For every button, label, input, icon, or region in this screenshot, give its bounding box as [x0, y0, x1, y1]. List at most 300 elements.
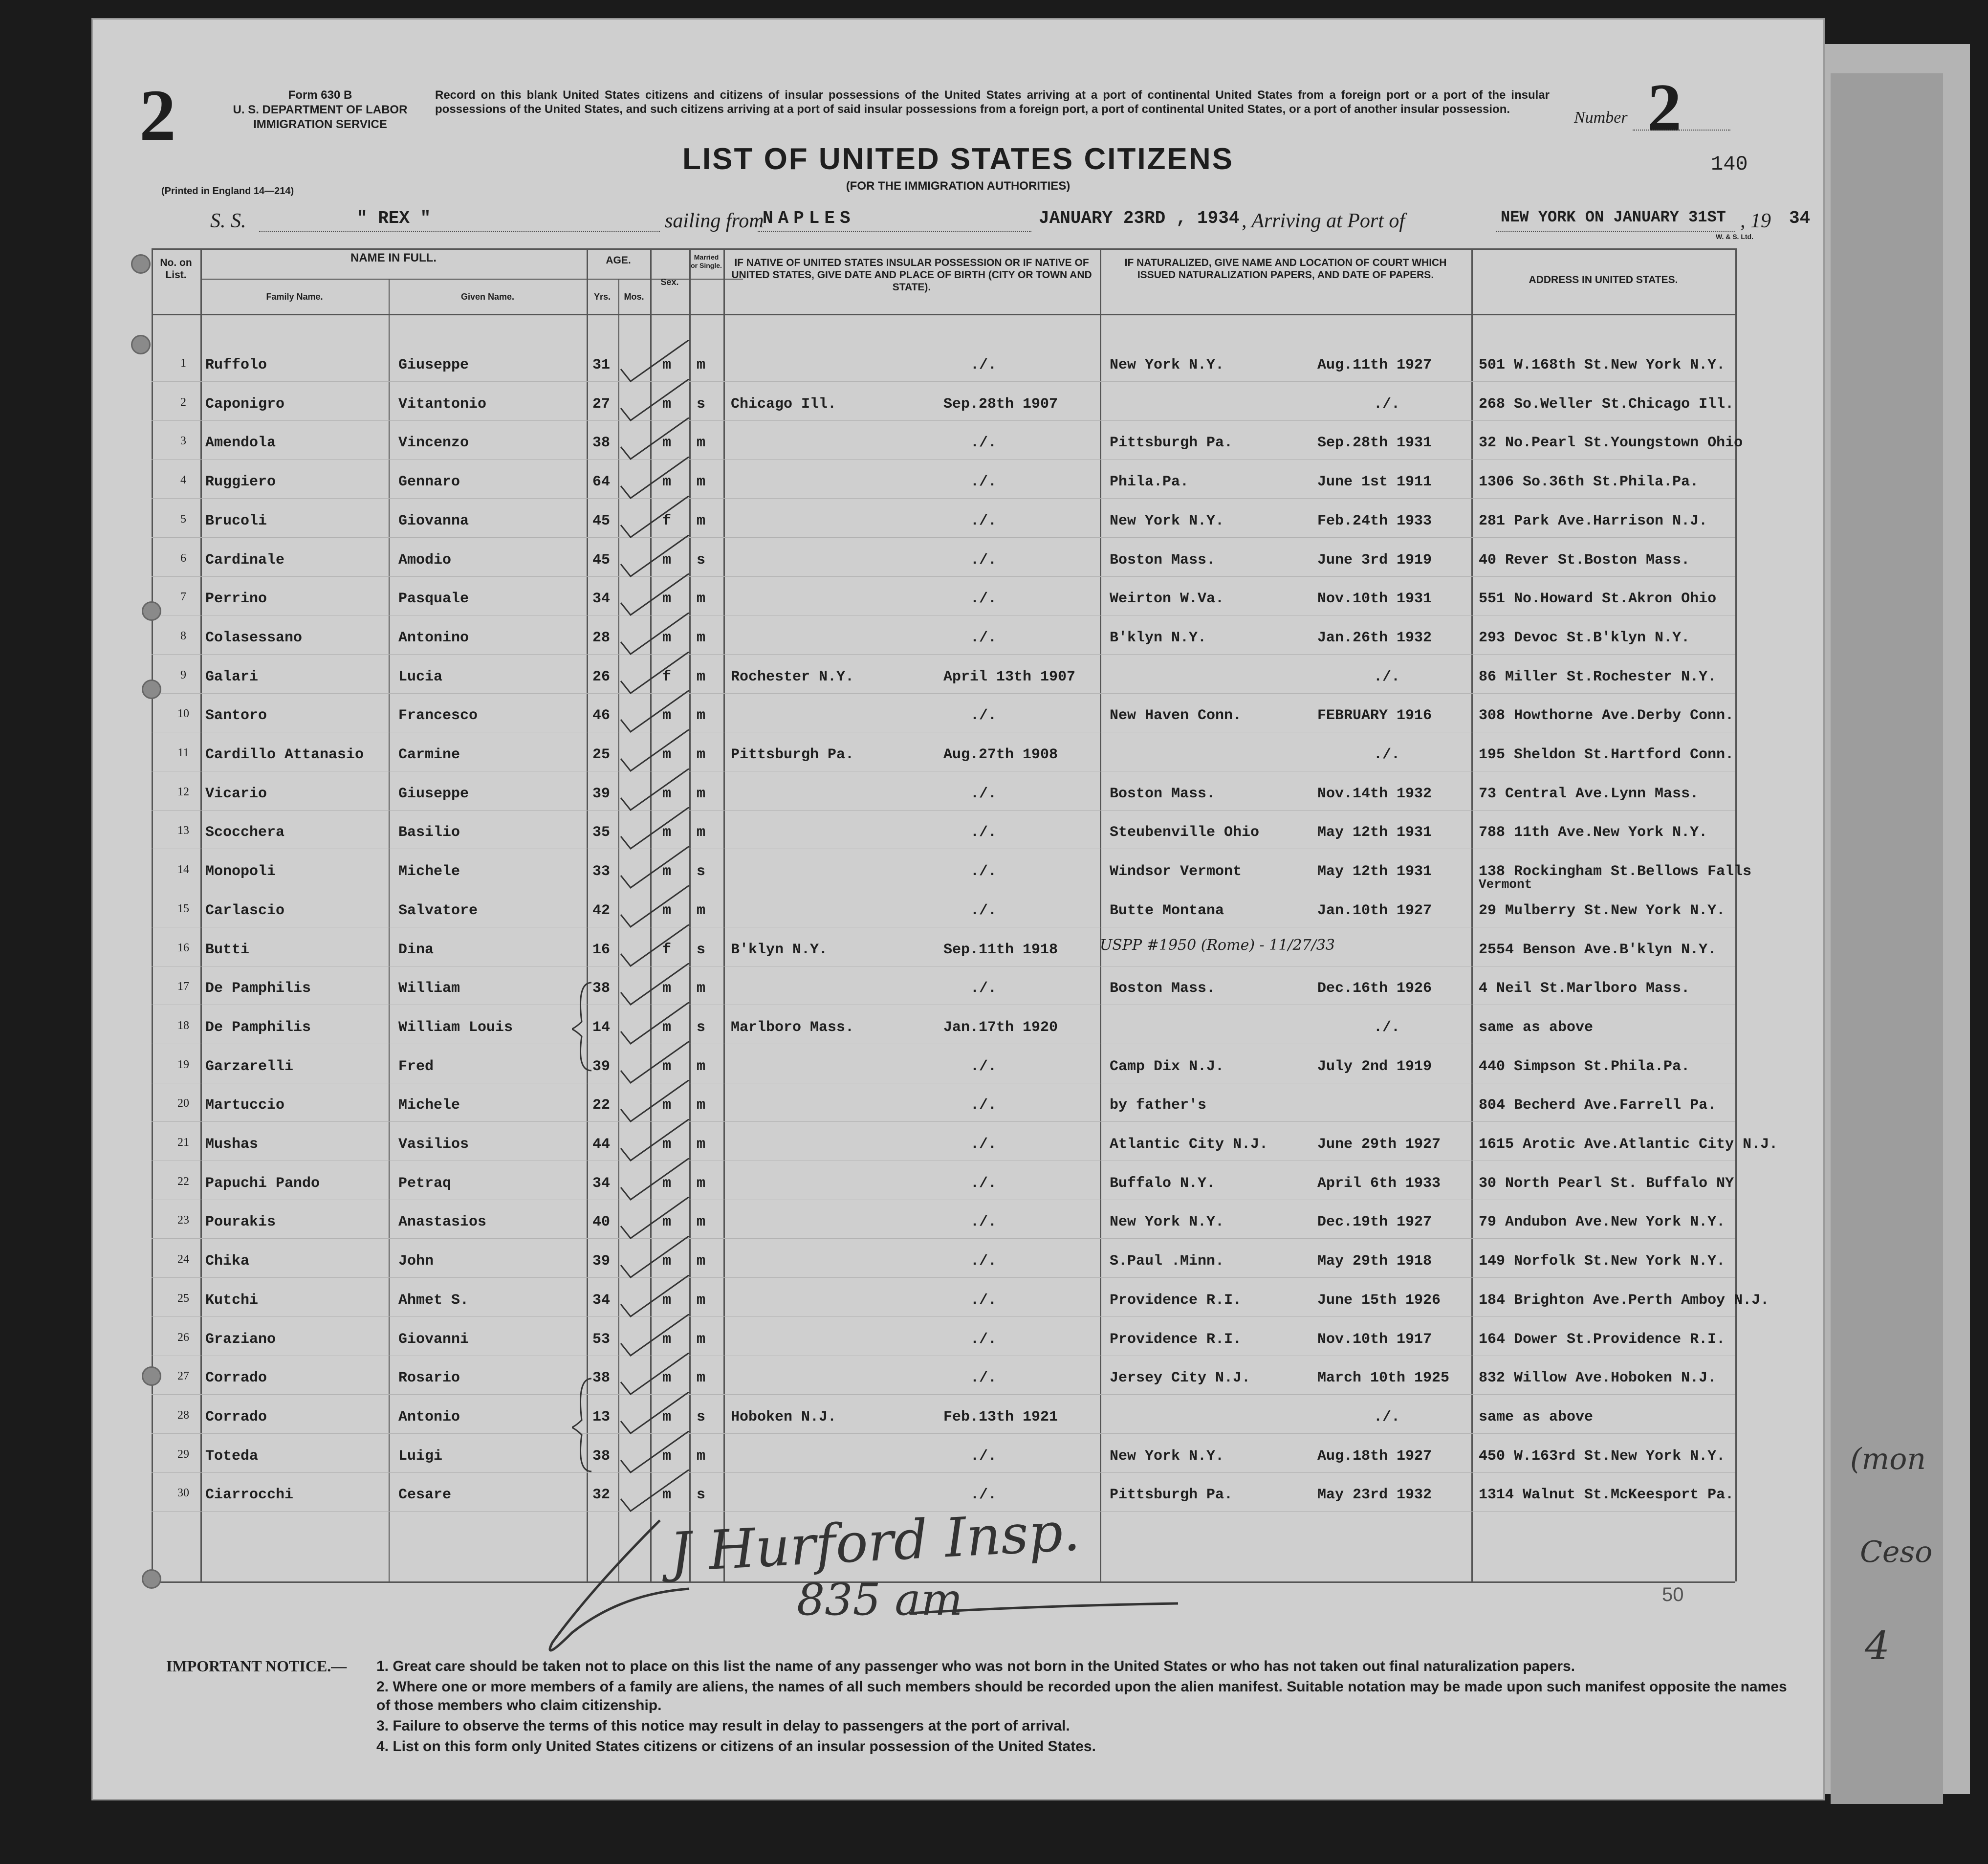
age-years: 38	[592, 1448, 611, 1465]
birth-date: ./.	[970, 1175, 997, 1192]
birth-date: ./.	[970, 1292, 997, 1309]
naturalization-date: Dec.19th 1927	[1317, 1214, 1432, 1230]
naturalization-date: Jan.26th 1932	[1317, 630, 1432, 646]
check-mark	[618, 340, 692, 384]
form-line: Form 630 B	[288, 88, 352, 102]
given-name: Luigi	[398, 1448, 443, 1465]
age-years: 16	[592, 942, 611, 958]
naturalization-court: Windsor Vermont	[1110, 863, 1242, 880]
list-number: 2	[1647, 70, 1682, 146]
naturalization-date: May 29th 1918	[1317, 1253, 1432, 1270]
marital-status: m	[697, 474, 706, 490]
birth-date: Feb.13th 1921	[943, 1409, 1058, 1425]
naturalization-court: New York N.Y.	[1110, 357, 1224, 373]
row-rule	[152, 498, 1735, 499]
sex: m	[662, 746, 672, 763]
naturalization-date: May 12th 1931	[1317, 863, 1432, 880]
check-mark	[618, 535, 692, 579]
given-name: Giuseppe	[398, 357, 469, 373]
punch-hole	[142, 1366, 161, 1386]
check-mark	[618, 573, 692, 617]
naturalization-court: Boston Mass.	[1110, 552, 1216, 569]
family-name: Kutchi	[205, 1292, 259, 1309]
marital-status: s	[697, 552, 706, 569]
notice-item: 2. Where one or more members of a family are aliens, the names of all such members should be recorded upon the alien manifest. Suitable notation may be made upon such manifest opposite the names of those members who claim citizenship.	[376, 1679, 1787, 1713]
family-name: Papuchi Pando	[205, 1175, 320, 1192]
check-mark	[618, 613, 692, 657]
us-address: 804 Becherd Ave.Farrell Pa.	[1479, 1097, 1717, 1114]
col-header-given: Given Name.	[460, 292, 515, 302]
check-mark	[618, 846, 692, 890]
age-years: 44	[592, 1136, 611, 1153]
age-years: 38	[592, 980, 611, 997]
us-address: same as above	[1479, 1409, 1594, 1425]
naturalization-court: Steubenville Ohio	[1110, 824, 1260, 841]
naturalization-court: Providence R.I.	[1110, 1331, 1242, 1348]
birth-date: ./.	[970, 1253, 997, 1270]
marital-status: m	[697, 1058, 706, 1075]
age-years: 26	[592, 669, 611, 685]
col-header-married: Married or Single.	[691, 253, 722, 269]
sex: m	[662, 1136, 672, 1153]
sailing-label: sailing from	[665, 210, 764, 232]
us-address: 184 Brighton Ave.Perth Amboy N.J.	[1479, 1292, 1770, 1309]
us-address: 551 No.Howard St.Akron Ohio	[1479, 591, 1717, 607]
family-name: Ruggiero	[205, 474, 276, 490]
us-address: 164 Dower St.Providence R.I.	[1479, 1331, 1726, 1348]
row-rule	[152, 693, 1735, 694]
row-rule	[152, 1277, 1735, 1278]
us-address: 1306 So.36th St.Phila.Pa.	[1479, 474, 1699, 490]
family-name: Butti	[205, 942, 250, 958]
sex: m	[662, 786, 672, 802]
naturalization-date: May 12th 1931	[1317, 824, 1432, 841]
row-rule	[152, 654, 1735, 655]
given-name: Francesco	[398, 707, 478, 724]
arriving-label: , Arriving at Port of	[1242, 210, 1405, 232]
sex: m	[662, 630, 672, 646]
age-years: 45	[592, 513, 611, 529]
sex: m	[662, 863, 672, 880]
row-number: 1	[180, 357, 186, 370]
check-mark	[618, 963, 692, 1007]
check-mark	[618, 1275, 692, 1319]
given-name: Salvatore	[398, 902, 478, 919]
check-mark	[618, 379, 692, 423]
given-name: Pasquale	[398, 591, 469, 607]
check-mark	[618, 1431, 692, 1475]
given-name: Ahmet S.	[398, 1292, 469, 1309]
row-number: 16	[177, 942, 189, 954]
sex: m	[662, 357, 672, 373]
row-number: 14	[177, 863, 189, 876]
given-name: Fred	[398, 1058, 434, 1075]
sex: m	[662, 1331, 672, 1348]
row-rule	[152, 381, 1735, 382]
us-address: 832 Willow Ave.Hoboken N.J.	[1479, 1370, 1717, 1386]
us-address: 32 No.Pearl St.Youngstown Ohio	[1479, 435, 1743, 451]
row-number: 17	[177, 980, 189, 993]
row-rule	[152, 1394, 1735, 1395]
row-number: 21	[177, 1136, 189, 1149]
marital-status: s	[697, 942, 706, 958]
birth-place: Pittsburgh Pa.	[731, 746, 854, 763]
check-mark	[618, 496, 692, 540]
us-address: 293 Devoc St.B'klyn N.Y.	[1479, 630, 1690, 646]
age-years: 32	[592, 1487, 611, 1503]
row-rule	[152, 1433, 1735, 1434]
naturalization-date: ./.	[1374, 1019, 1400, 1036]
naturalization-court: S.Paul .Minn.	[1110, 1253, 1224, 1270]
marital-status: m	[697, 980, 706, 997]
marital-status: m	[697, 1136, 706, 1153]
naturalization-date: June 1st 1911	[1317, 474, 1432, 490]
check-mark	[618, 1197, 692, 1241]
sex: f	[662, 513, 672, 529]
family-name: Cardinale	[205, 552, 285, 569]
birth-date: ./.	[970, 513, 997, 529]
naturalization-date: ./.	[1374, 746, 1400, 763]
sex: f	[662, 669, 672, 685]
family-name: Ruffolo	[205, 357, 267, 373]
sex: m	[662, 1487, 672, 1503]
row-number: 6	[180, 552, 186, 565]
birth-date: ./.	[970, 474, 997, 490]
us-address-line2: Vermont	[1479, 877, 1532, 892]
family-name: Martuccio	[205, 1097, 285, 1114]
birth-date: ./.	[970, 1214, 997, 1230]
age-years: 40	[592, 1214, 611, 1230]
us-address: 149 Norfolk St.New York N.Y.	[1479, 1253, 1726, 1270]
row-rule	[152, 1316, 1735, 1317]
age-years: 13	[592, 1409, 611, 1425]
family-name: Caponigro	[205, 396, 285, 413]
family-name: Colasessano	[205, 630, 303, 646]
page-subtitle: (FOR THE IMMIGRATION AUTHORITIES)	[846, 179, 1070, 193]
col-header-age: AGE.	[606, 255, 631, 266]
check-mark	[618, 885, 692, 929]
us-address: 281 Park Ave.Harrison N.J.	[1479, 513, 1708, 529]
given-name: Amodio	[398, 552, 452, 569]
punch-hole	[131, 254, 151, 274]
us-address: 73 Central Ave.Lynn Mass.	[1479, 786, 1699, 802]
ship-name: " REX "	[357, 208, 431, 228]
row-number: 26	[177, 1331, 189, 1344]
sex: m	[662, 1175, 672, 1192]
row-rule	[152, 1472, 1735, 1473]
marital-status: m	[697, 1448, 706, 1465]
birth-date: ./.	[970, 786, 997, 802]
row-number: 10	[177, 707, 189, 720]
given-name: Michele	[398, 863, 460, 880]
age-years: 33	[592, 863, 611, 880]
row-number: 30	[177, 1487, 189, 1499]
birth-date: April 13th 1907	[943, 669, 1076, 685]
naturalization-date: Sep.28th 1931	[1317, 435, 1432, 451]
number-label: Number	[1574, 109, 1628, 127]
age-years: 27	[592, 396, 611, 413]
birth-date: Jan.17th 1920	[943, 1019, 1058, 1036]
row-number: 20	[177, 1097, 189, 1110]
given-name: Michele	[398, 1097, 460, 1114]
given-name: Giovanni	[398, 1331, 469, 1348]
birth-date: Aug.27th 1908	[943, 746, 1058, 763]
age-years: 39	[592, 1058, 611, 1075]
given-name: Antonio	[398, 1409, 460, 1425]
given-name: Gennaro	[398, 474, 460, 490]
given-name: Anastasios	[398, 1214, 487, 1230]
punch-hole	[142, 680, 161, 699]
family-name: Cardillo Attanasio	[205, 746, 364, 763]
naturalization-date: ./.	[1374, 669, 1400, 685]
page-title: LIST OF UNITED STATES CITIZENS	[682, 142, 1234, 176]
departure-port: NAPLES	[763, 208, 855, 228]
row-number: 5	[180, 513, 186, 526]
marital-status: m	[697, 1175, 706, 1192]
age-years: 38	[592, 435, 611, 451]
marital-status: m	[697, 513, 706, 529]
us-address: 308 Howthorne Ave.Derby Conn.	[1479, 707, 1734, 724]
family-name: Vicario	[205, 786, 267, 802]
check-mark	[618, 1392, 692, 1436]
departure-date: JANUARY 23RD , 1934	[1039, 208, 1240, 228]
row-number: 3	[180, 435, 186, 447]
footer-number: 50	[1662, 1584, 1684, 1605]
check-mark	[618, 1314, 692, 1358]
age-years: 39	[592, 786, 611, 802]
birth-date: ./.	[970, 863, 997, 880]
row-number: 15	[177, 902, 189, 915]
sex: m	[662, 1292, 672, 1309]
check-mark	[618, 1236, 692, 1280]
row-rule	[152, 537, 1735, 538]
marital-status: m	[697, 902, 706, 919]
family-name: Corrado	[205, 1370, 267, 1386]
naturalization-court: New York N.Y.	[1110, 1448, 1224, 1465]
given-name: Basilio	[398, 824, 460, 841]
naturalization-date: Aug.11th 1927	[1317, 357, 1432, 373]
given-name: Cesare	[398, 1487, 452, 1503]
manifest-sheet	[93, 20, 1823, 1799]
us-address: 1314 Walnut St.McKeesport Pa.	[1479, 1487, 1734, 1503]
row-rule	[152, 459, 1735, 460]
row-number: 12	[177, 786, 189, 798]
year-label: , 19	[1740, 210, 1771, 232]
row-number: 11	[177, 746, 189, 759]
given-name: Giovanna	[398, 513, 469, 529]
sex: m	[662, 1214, 672, 1230]
family-name: Toteda	[205, 1448, 259, 1465]
check-mark	[618, 924, 692, 968]
col-header-native: IF NATIVE OF UNITED STATES INSULAR POSSESSION OR IF NATIVE OF UNITED STATES, GIVE DATE AND PLACE OF BIRTH (CITY OR TOWN AND STATE).	[731, 257, 1092, 293]
sex: f	[662, 942, 672, 958]
naturalization-court: Pittsburgh Pa.	[1110, 1487, 1233, 1503]
birth-date: ./.	[970, 630, 997, 646]
naturalization-court: Pittsburgh Pa.	[1110, 435, 1233, 451]
row-rule	[152, 576, 1735, 577]
naturalization-date: March 10th 1925	[1317, 1370, 1450, 1386]
family-bracket	[572, 1374, 601, 1476]
birth-date: ./.	[970, 591, 997, 607]
punch-hole	[131, 335, 151, 354]
col-header-sex: Sex.	[660, 277, 679, 287]
us-address: 40 Rever St.Boston Mass.	[1479, 552, 1690, 569]
sex: m	[662, 902, 672, 919]
naturalization-date: ./.	[1374, 396, 1400, 413]
check-mark	[618, 729, 692, 773]
family-name: Corrado	[205, 1409, 267, 1425]
row-number: 27	[177, 1370, 189, 1382]
punch-hole	[142, 601, 161, 621]
row-number: 24	[177, 1253, 189, 1266]
given-name: Vasilios	[398, 1136, 469, 1153]
age-years: 22	[592, 1097, 611, 1114]
given-name: Antonino	[398, 630, 469, 646]
inspection-time: 835 am	[797, 1574, 963, 1625]
check-mark	[618, 457, 692, 501]
naturalization-court: USPP #1950 (Rome) - 11/27/33	[1100, 937, 1335, 954]
arrival-year: 34	[1789, 208, 1811, 228]
family-name: De Pamphilis	[205, 980, 311, 997]
birth-date: ./.	[970, 357, 997, 373]
row-rule	[152, 420, 1735, 421]
birth-date: ./.	[970, 1097, 997, 1114]
naturalization-court: by father's	[1110, 1097, 1207, 1114]
marital-status: m	[697, 1097, 706, 1114]
form-number-large: 2	[139, 75, 176, 156]
row-rule	[152, 1238, 1735, 1239]
naturalization-court: Weirton W.Va.	[1110, 591, 1224, 607]
row-number: 4	[180, 474, 186, 486]
check-mark	[618, 1002, 692, 1046]
age-years: 31	[592, 357, 611, 373]
naturalization-date: FEBRUARY 1916	[1317, 707, 1432, 724]
sex: m	[662, 552, 672, 569]
family-name: Graziano	[205, 1331, 276, 1348]
birth-date: ./.	[970, 1487, 997, 1503]
printed-note: (Printed in England 14—214)	[161, 186, 294, 197]
given-name: Petraq	[398, 1175, 452, 1192]
birth-date: ./.	[970, 1448, 997, 1465]
family-name: Monopoli	[205, 863, 276, 880]
naturalization-court: Buffalo N.Y.	[1110, 1175, 1216, 1192]
marital-status: s	[697, 863, 706, 880]
notice-item: 3. Failure to observe the terms of this notice may result in delay to passengers at the port of arrival.	[376, 1718, 1070, 1734]
check-mark	[618, 1469, 692, 1513]
marital-status: m	[697, 1331, 706, 1348]
age-years: 46	[592, 707, 611, 724]
row-rule	[152, 1121, 1735, 1122]
marital-status: m	[697, 357, 706, 373]
side-note: (mon	[1850, 1442, 1926, 1476]
sex: m	[662, 474, 672, 490]
family-name: Ciarrocchi	[205, 1487, 294, 1503]
naturalization-court: Atlantic City N.J.	[1110, 1136, 1268, 1153]
naturalization-date: June 29th 1927	[1317, 1136, 1441, 1153]
marital-status: s	[697, 1019, 706, 1036]
age-years: 28	[592, 630, 611, 646]
given-name: Rosario	[398, 1370, 460, 1386]
sex: m	[662, 1097, 672, 1114]
us-address: 79 Andubon Ave.New York N.Y.	[1479, 1214, 1726, 1230]
us-address: 29 Mulberry St.New York N.Y.	[1479, 902, 1726, 919]
birth-date: ./.	[970, 1058, 997, 1075]
notice-item: 4. List on this form only United States citizens or citizens of an insular possession of the United States.	[376, 1738, 1096, 1754]
check-mark	[618, 1353, 692, 1397]
notice-item: 1. Great care should be taken not to place on this list the name of any passenger who was not born in the United States or who has not taken out final naturalization papers.	[376, 1658, 1575, 1674]
naturalization-date: Dec.16th 1926	[1317, 980, 1432, 997]
naturalization-date: Feb.24th 1933	[1317, 513, 1432, 529]
marital-status: m	[697, 824, 706, 841]
given-name: William	[398, 980, 460, 997]
us-address: same as above	[1479, 1019, 1594, 1036]
naturalization-court: Boston Mass.	[1110, 786, 1216, 802]
sex: m	[662, 435, 672, 451]
us-address: 195 Sheldon St.Hartford Conn.	[1479, 746, 1734, 763]
marital-status: m	[697, 1214, 706, 1230]
age-years: 14	[592, 1019, 611, 1036]
marital-status: m	[697, 1370, 706, 1386]
naturalization-date: July 2nd 1919	[1317, 1058, 1432, 1075]
marital-status: m	[697, 591, 706, 607]
col-header-family: Family Name.	[266, 292, 323, 302]
row-number: 7	[180, 591, 186, 603]
age-years: 64	[592, 474, 611, 490]
age-years: 45	[592, 552, 611, 569]
record-instructions: Record on this blank United States citizens and citizens of insular possessions of the United States arriving at a port of continental United States from a foreign port or a port of the insular possessions of the United States, and such citizens arriving at a port of said insular possessions from a foreign port, a port of continental United States, or a port of another insular possession.	[435, 88, 1550, 116]
family-name: Mushas	[205, 1136, 259, 1153]
marital-status: m	[697, 1253, 706, 1270]
marital-status: m	[697, 707, 706, 724]
printer-mark: W. & S. Ltd.	[1716, 233, 1753, 241]
family-name: Santoro	[205, 707, 267, 724]
naturalization-date: June 3rd 1919	[1317, 552, 1432, 569]
check-mark	[618, 807, 692, 851]
age-years: 25	[592, 746, 611, 763]
age-years: 53	[592, 1331, 611, 1348]
sex: m	[662, 396, 672, 413]
birth-place: Chicago Ill.	[731, 396, 837, 413]
birth-date: ./.	[970, 1331, 997, 1348]
birth-place: Hoboken N.J.	[731, 1409, 837, 1425]
naturalization-date: Nov.10th 1917	[1317, 1331, 1432, 1348]
age-years: 42	[592, 902, 611, 919]
age-years: 35	[592, 824, 611, 841]
check-mark	[618, 652, 692, 696]
age-years: 34	[592, 1292, 611, 1309]
family-name: Scocchera	[205, 824, 285, 841]
naturalization-court: Jersey City N.J.	[1110, 1370, 1251, 1386]
birth-date: ./.	[970, 435, 997, 451]
sex: m	[662, 1409, 672, 1425]
us-address: 501 W.168th St.New York N.Y.	[1479, 357, 1726, 373]
birth-place: Marlboro Mass.	[731, 1019, 854, 1036]
family-name: Chika	[205, 1253, 250, 1270]
naturalization-date: Jan.10th 1927	[1317, 902, 1432, 919]
row-number: 28	[177, 1409, 189, 1422]
sex: m	[662, 1019, 672, 1036]
col-header-no: No. on List.	[160, 257, 192, 281]
family-name: Carlascio	[205, 902, 285, 919]
birth-date: ./.	[970, 552, 997, 569]
punch-hole	[142, 1569, 161, 1589]
naturalization-court: Camp Dix N.J.	[1110, 1058, 1224, 1075]
row-number: 18	[177, 1019, 189, 1032]
given-name: Vincenzo	[398, 435, 469, 451]
naturalization-court: Providence R.I.	[1110, 1292, 1242, 1309]
age-years: 34	[592, 591, 611, 607]
age-years: 38	[592, 1370, 611, 1386]
